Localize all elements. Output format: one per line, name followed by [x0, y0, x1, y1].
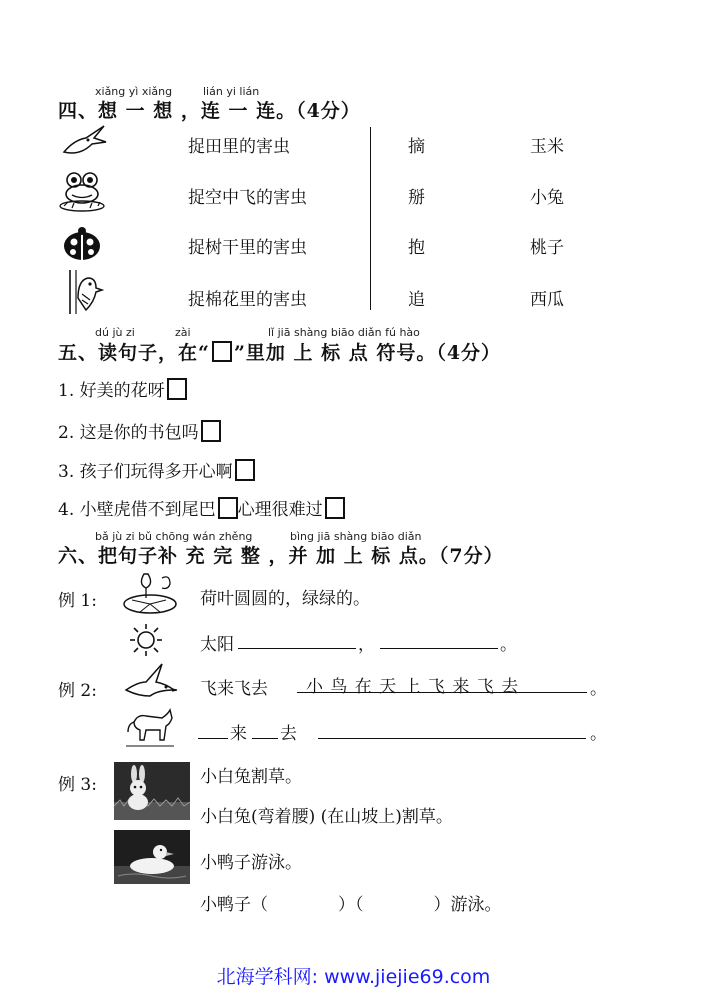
- section6-title: 六、把句子补 充 完 整 ，并 加 上 标 点。（7分）: [58, 545, 504, 567]
- verb-4: 追: [408, 290, 425, 310]
- example-2-question-end: 。: [590, 724, 607, 744]
- answer-box-3[interactable]: [235, 459, 255, 481]
- object-1: 玉米: [530, 137, 564, 157]
- sun-icon: [128, 622, 164, 658]
- blank-line-1[interactable]: [238, 648, 356, 649]
- left-item-4: 捉棉花里的害虫: [188, 290, 307, 310]
- blank-line-5[interactable]: [318, 738, 586, 739]
- sentence-3-text: 3. 孩子们玩得多开心啊: [58, 462, 233, 482]
- lotus-leaf-icon: [118, 570, 182, 616]
- sentence-1: [58, 376, 187, 401]
- title-answer-box: [212, 341, 232, 362]
- ladybug-icon: [60, 224, 104, 262]
- sentence-1-text: 1. 好美的花呀: [58, 381, 165, 401]
- section5-pinyin-3: lǐ jiā shàng biāo diǎn fú hào: [268, 326, 420, 339]
- example-2-answer: 小 鸟 在 天 上 飞 来 飞 去: [306, 677, 520, 697]
- section6-pinyin-1: bǎ jù zi bǔ chōng wán zhěng: [95, 530, 253, 543]
- example-2-label: 例 2:: [58, 681, 97, 701]
- frog-icon: [58, 168, 106, 214]
- example-3-question-prefix: 小鸭子（: [200, 895, 268, 915]
- example-1-question-end: 。: [500, 635, 517, 655]
- section4-pinyin-1: xiǎng yì xiǎng: [95, 85, 173, 98]
- example-3-line-2: 小白兔(弯着腰) (在山坡上)割草。: [200, 807, 453, 827]
- example-3-question-end: ）游泳。: [433, 895, 502, 915]
- sentence-2: [58, 418, 221, 443]
- object-4: 西瓜: [530, 290, 564, 310]
- divider-line: [370, 127, 371, 310]
- blank-line-3[interactable]: [198, 738, 228, 739]
- verb-2: 掰: [408, 188, 425, 208]
- example-2-end: 。: [590, 679, 607, 699]
- object-3: 桃子: [530, 238, 564, 258]
- section5-title-after: ”里加 上 标 点 符号。（4分）: [233, 342, 502, 364]
- section5-title-before: 五、读句子，在“: [58, 342, 210, 364]
- verb-1: 摘: [408, 137, 425, 157]
- bird-icon: [122, 660, 178, 700]
- example-3-line-1: 小白兔割草。: [200, 767, 302, 787]
- rabbit-photo-icon: [114, 762, 190, 820]
- blank-line-4[interactable]: [252, 738, 278, 739]
- example-2-answer-underline: [297, 692, 587, 693]
- section4-title: 四、想 一 想 ，连 一 连。（4分）: [58, 100, 361, 122]
- answer-box-2[interactable]: [201, 420, 221, 442]
- example-3-question: [200, 890, 502, 915]
- section5-pinyin-1: dú jù zi: [95, 326, 135, 339]
- section6-pinyin-2: bìng jiā shàng biāo diǎn: [290, 530, 422, 543]
- section5-pinyin-2: zài: [175, 326, 191, 339]
- duck-photo-icon: [114, 830, 190, 884]
- example-2-question-lai: 来: [230, 724, 247, 744]
- example-2-question-qu: 去: [280, 724, 297, 744]
- sentence-2-text: 2. 这是你的书包吗: [58, 423, 199, 443]
- answer-box-5[interactable]: [325, 497, 345, 519]
- sentence-4-text-1: 4. 小壁虎借不到尾巴: [58, 500, 216, 520]
- verb-3: 抱: [408, 238, 425, 258]
- left-item-1: 捉田里的害虫: [188, 137, 290, 157]
- footer-watermark: 北海学科网: www.jiejie69.com: [216, 966, 491, 988]
- left-item-2: 捉空中飞的害虫: [188, 188, 307, 208]
- answer-box-1[interactable]: [167, 378, 187, 400]
- example-1-question-comma: ，: [358, 635, 375, 655]
- section4-pinyin-2: lián yi lián: [203, 85, 260, 98]
- swallow-icon: [60, 122, 110, 158]
- example-3-question-mid: ）（: [338, 895, 364, 915]
- answer-box-4[interactable]: [218, 497, 238, 519]
- example-3-label: 例 3:: [58, 775, 97, 795]
- left-item-3: 捉树干里的害虫: [188, 238, 307, 258]
- example-1-question-prefix: 太阳: [200, 635, 234, 655]
- example-1-text: 荷叶圆圆的，绿绿的。: [200, 589, 370, 609]
- sentence-4-text-2: 心理很难过: [237, 500, 323, 520]
- horse-icon: [124, 706, 176, 750]
- example-3-line-3: 小鸭子游泳。: [200, 853, 302, 873]
- sentence-3: [58, 457, 255, 482]
- example-2-prefix: 飞来飞去: [200, 679, 268, 699]
- sentence-4: [58, 495, 345, 520]
- example-1-label: 例 1:: [58, 591, 97, 611]
- blank-line-2[interactable]: [380, 648, 498, 649]
- woodpecker-icon: [62, 268, 104, 316]
- section5-title: [58, 338, 501, 365]
- object-2: 小兔: [530, 188, 564, 208]
